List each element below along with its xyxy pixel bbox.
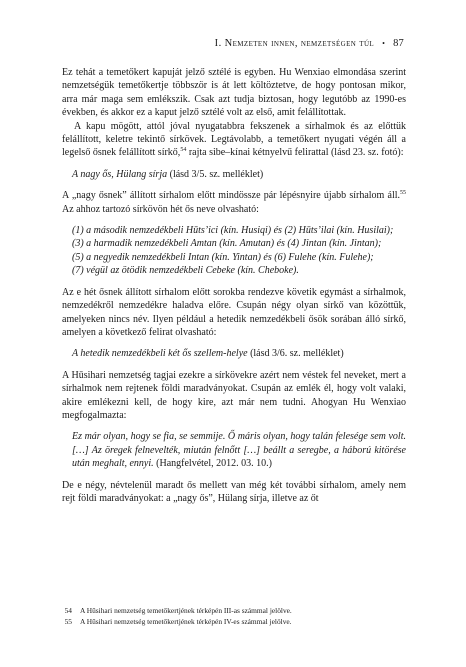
interview-quote-source: (Hangfelvétel, 2012. 03. 10.)	[153, 458, 272, 470]
paragraph-3-tail: Az ahhoz tartozó sírkövön hét ős neve olvasható:	[62, 203, 259, 215]
footnotes	[62, 606, 406, 627]
paragraph-3-text: A „nagy ősnek” állított sírhalom előtt mindössze pár lépésnyire újabb sírhalom áll.	[62, 190, 400, 202]
caption-1-ref: (lásd 3/5. sz. melléklet)	[167, 168, 264, 180]
paragraph-2	[62, 120, 406, 160]
ancestor-list-item: (1) a második nemzedékbeli Hūts’ici (kín. Husiqi) és (2) Hūts’ilai (kín. Husilai);	[72, 225, 394, 237]
footnote-ref-54[interactable]: 54	[180, 147, 187, 154]
footnote-text: A Hūsihari nemzetség temetőkertjének térképén IV-es számmal jelölve.	[80, 616, 292, 626]
running-head-bullet: •	[382, 39, 386, 48]
caption-2	[62, 347, 406, 360]
footnote-number: 55	[64, 616, 72, 626]
footnote	[62, 617, 406, 628]
caption-2-title: A hetedik nemzedékbeli két ős szellem-helye	[72, 348, 248, 360]
paragraph-3	[62, 189, 406, 216]
interview-quote-text: Ez már olyan, hogy se fia, se semmije. Ő máris olyan, hogy talán felesége sem volt. […] Az öregek felnevelték, miután felnőtt […] beállt a seregbe, a háború kitörése után meghalt, ennyi.	[72, 431, 406, 470]
ancestor-list-item: (5) a negyedik nemzedékbeli Intan (kín. Yintan) és (6) Fulehe (kín. Fulehe);	[72, 251, 374, 263]
footnote	[62, 606, 406, 617]
ancestor-list-item: (3) a harmadik nemzedékbeli Amtan (kín. Amutan) és (4) Jintan (kín. Jintan);	[72, 238, 382, 250]
footnote-ref-55[interactable]: 55	[400, 190, 406, 197]
footnote-text: A Hūsihari nemzetség temetőkertjének térképén III-as számmal jelölve.	[80, 606, 292, 615]
paragraph-6: De e négy, névtelenül maradt ős mellett van még két további sírhalom, amely nem rejt földi maradványokat: a „nagy ős”, Hülang sírja, illetve az őt	[62, 479, 406, 504]
page-number: 87	[393, 38, 404, 49]
caption-1-title: A nagy ős, Hülang sírja	[72, 168, 168, 180]
running-head	[215, 38, 404, 49]
running-head-section: I. Nemzeten innen, nemzetségen túl	[214, 38, 375, 49]
ancestor-list-item: (7) végül az ötödik nemzedékbeli Cebeke (kín. Cheboke).	[72, 265, 299, 277]
paragraph-5: A Hūsihari nemzetség tagjai ezekre a sírkövekre azért nem véstek fel neveket, mert a sírhalmok nem rejtenek földi maradványokat. Csupán az emlék él, hogy volt valaki, akire emlékezni kell, de hogy kire, azt már nem tudni. Ahogyan Hu Wenxiao megfogalmazta:	[62, 369, 406, 421]
paragraph-2-text: A kapu mögött, attól jóval nyugatabbra fekszenek a sírhalmok és az előttük felállított, keletre tekintő sírkövek. Legtávolabb, a temetőkert nyugati végén áll a legelső ősnek felállított sírkő,	[62, 120, 406, 159]
paragraph-1: Ez tehát a temetőkert kapuját jelző sztélé is egyben. Hu Wenxiao elmondása szerint nemzetségük temetőkertje többször is át lett költöztetve, de hogy pontosan mikor, arra már maga sem emlékszik. Csak azt tudja biztosan, hogy legutóbb az 1990-es években, és akkor ez a kaput jelző sztélé volt az első, amit felállítottak.	[62, 67, 406, 119]
caption-1	[62, 168, 406, 181]
paragraph-4: Az e hét ősnek állított sírhalom előtt sorokba rendezve követik egymást a sírhalmok, nemzedékről nemzedékre haladva előre. Csupán négy olyan sírkő van közöttük, amelyeken nincs név. Ilyen például a hetedik nemzedékbeli ősök sorában álló sírkő, amelyen a következő felirat olvasható:	[62, 286, 406, 338]
body-text	[62, 66, 406, 505]
footnote-number: 54	[64, 606, 72, 615]
ancestor-list	[62, 224, 406, 278]
interview-quote	[62, 430, 406, 470]
caption-2-ref: (lásd 3/6. sz. melléklet)	[247, 348, 344, 360]
paragraph-2-tail: rajta sibe–kínai kétnyelvű felirattal (lásd 23. sz. fotó):	[186, 147, 404, 159]
